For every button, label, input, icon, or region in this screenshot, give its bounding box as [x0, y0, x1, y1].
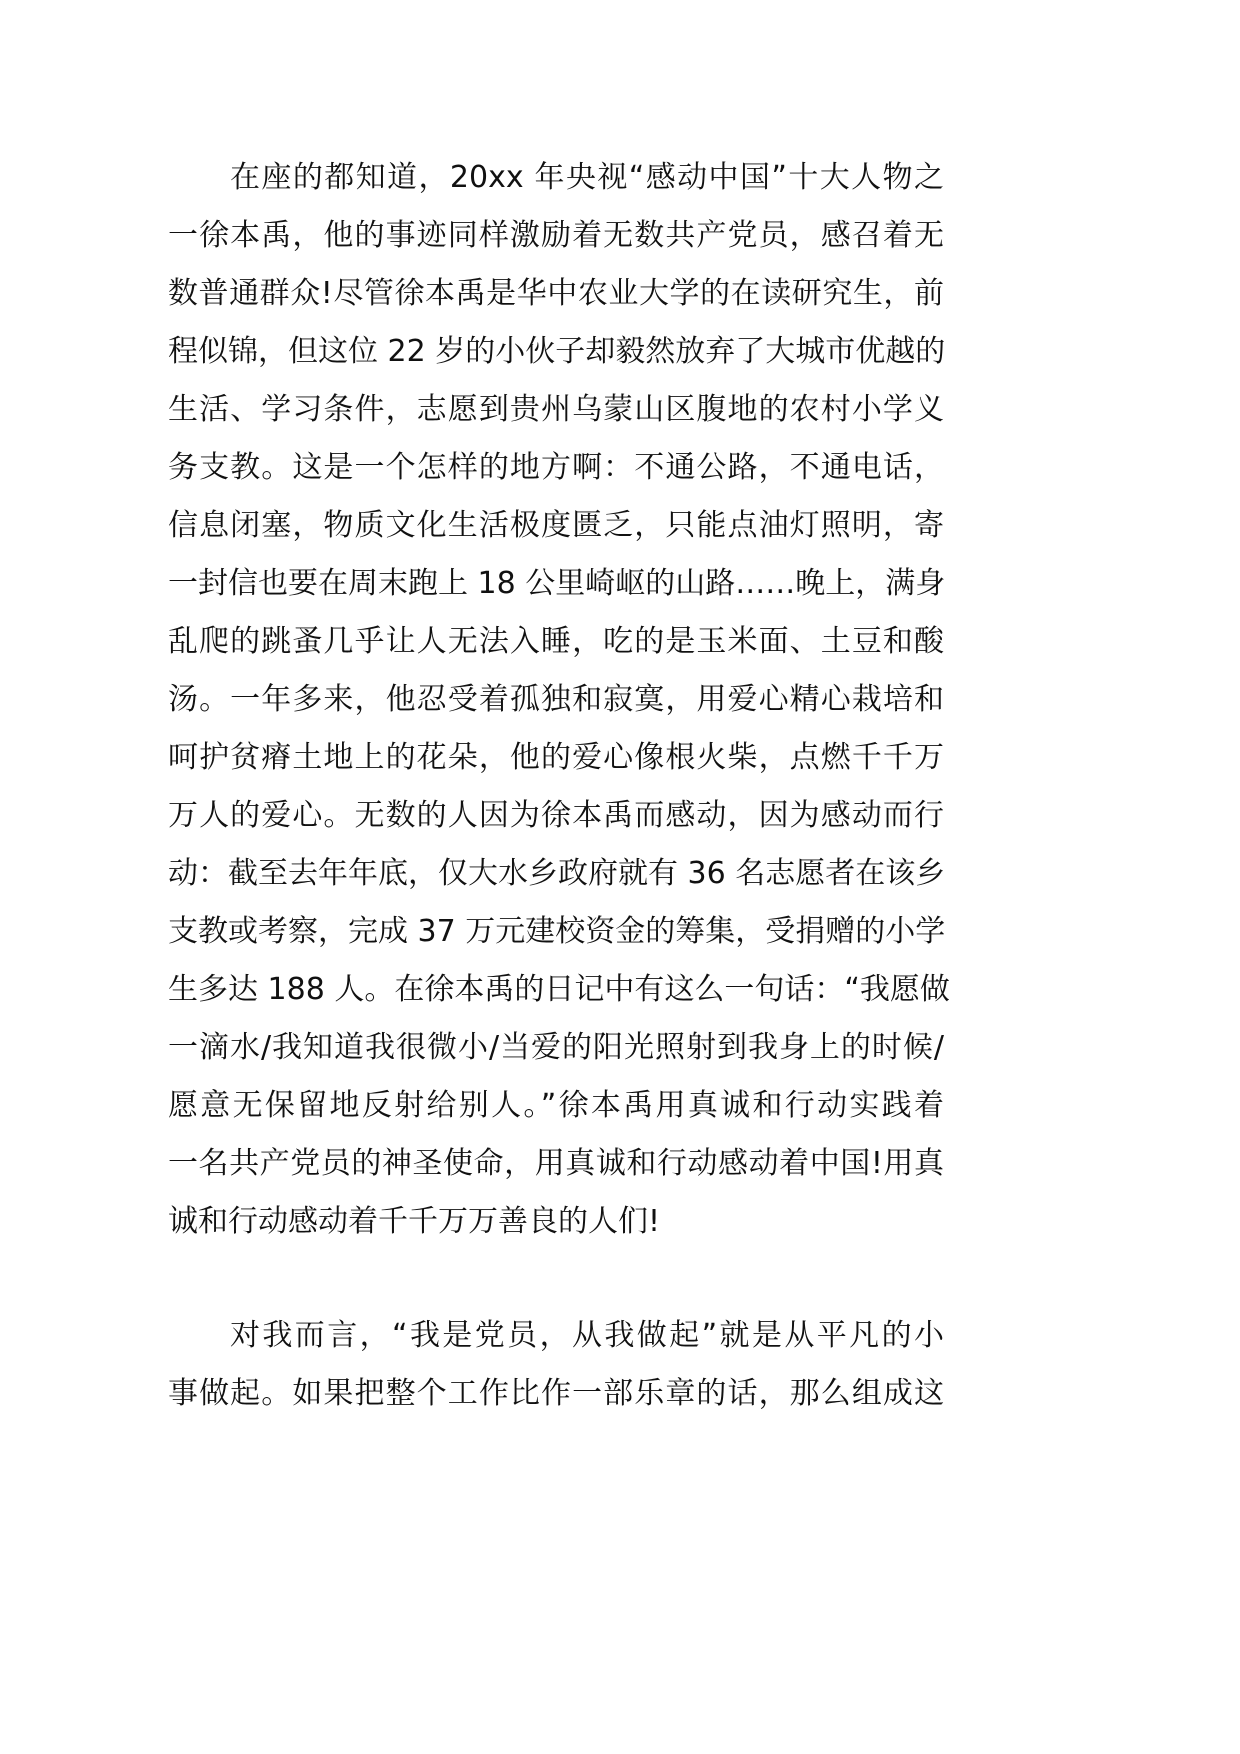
text-line: 生多达 188 人。在徐本禹的日记中有这么一句话：“我愿做 [168, 972, 950, 1007]
text-line: 动：截至去年年底，仅大水乡政府就有 36 名志愿者在该乡 [168, 856, 946, 891]
text-line: 呵护贫瘠土地上的花朵，他的爱心像根火柴，点燃千千万 [168, 740, 944, 775]
paragraph-start-from-me [168, 1307, 944, 1423]
text-line: 信息闭塞，物质文化生活极度匮乏，只能点油灯照明，寄 [168, 508, 944, 543]
text-line: 支教或考察，完成 37 万元建校资金的筹集，受捐赠的小学 [168, 914, 946, 949]
text-line: 一封信也要在周末跑上 18 公里崎岖的山路……晚上，满身 [168, 566, 946, 601]
text-line: 汤。一年多来，他忍受着孤独和寂寞，用爱心精心栽培和 [168, 682, 944, 717]
text-line: 一名共产党员的神圣使命，用真诚和行动感动着中国!用真 [168, 1146, 944, 1181]
text-line: 务支教。这是一个怎样的地方啊：不通公路，不通电话， [168, 450, 944, 485]
text-line: 对我而言，“我是党员，从我做起”就是从平凡的小 [230, 1318, 944, 1353]
text-line: 程似锦，但这位 22 岁的小伙子却毅然放弃了大城市优越的 [168, 334, 946, 369]
paragraph-xu-benyu [168, 149, 950, 1251]
text-line: 一滴水/我知道我很微小/当爱的阳光照射到我身上的时候/ [168, 1030, 944, 1065]
text-line: 一徐本禹，他的事迹同样激励着无数共产党员，感召着无 [168, 218, 944, 253]
text-line: 事做起。如果把整个工作比作一部乐章的话，那么组成这 [168, 1376, 944, 1411]
text-line: 数普通群众!尽管徐本禹是华中农业大学的在读研究生，前 [168, 276, 944, 311]
text-line: 乱爬的跳蚤几乎让人无法入睡，吃的是玉米面、土豆和酸 [168, 624, 944, 659]
text-line: 生活、学习条件，志愿到贵州乌蒙山区腹地的农村小学义 [168, 392, 944, 427]
text-line: 诚和行动感动着千千万万善良的人们! [168, 1204, 661, 1239]
text-line: 愿意无保留地反射给别人。”徐本禹用真诚和行动实践着 [168, 1088, 944, 1123]
text-line: 万人的爱心。无数的人因为徐本禹而感动，因为感动而行 [168, 798, 944, 833]
text-line: 在座的都知道，20xx 年央视“感动中国”十大人物之 [230, 160, 944, 195]
